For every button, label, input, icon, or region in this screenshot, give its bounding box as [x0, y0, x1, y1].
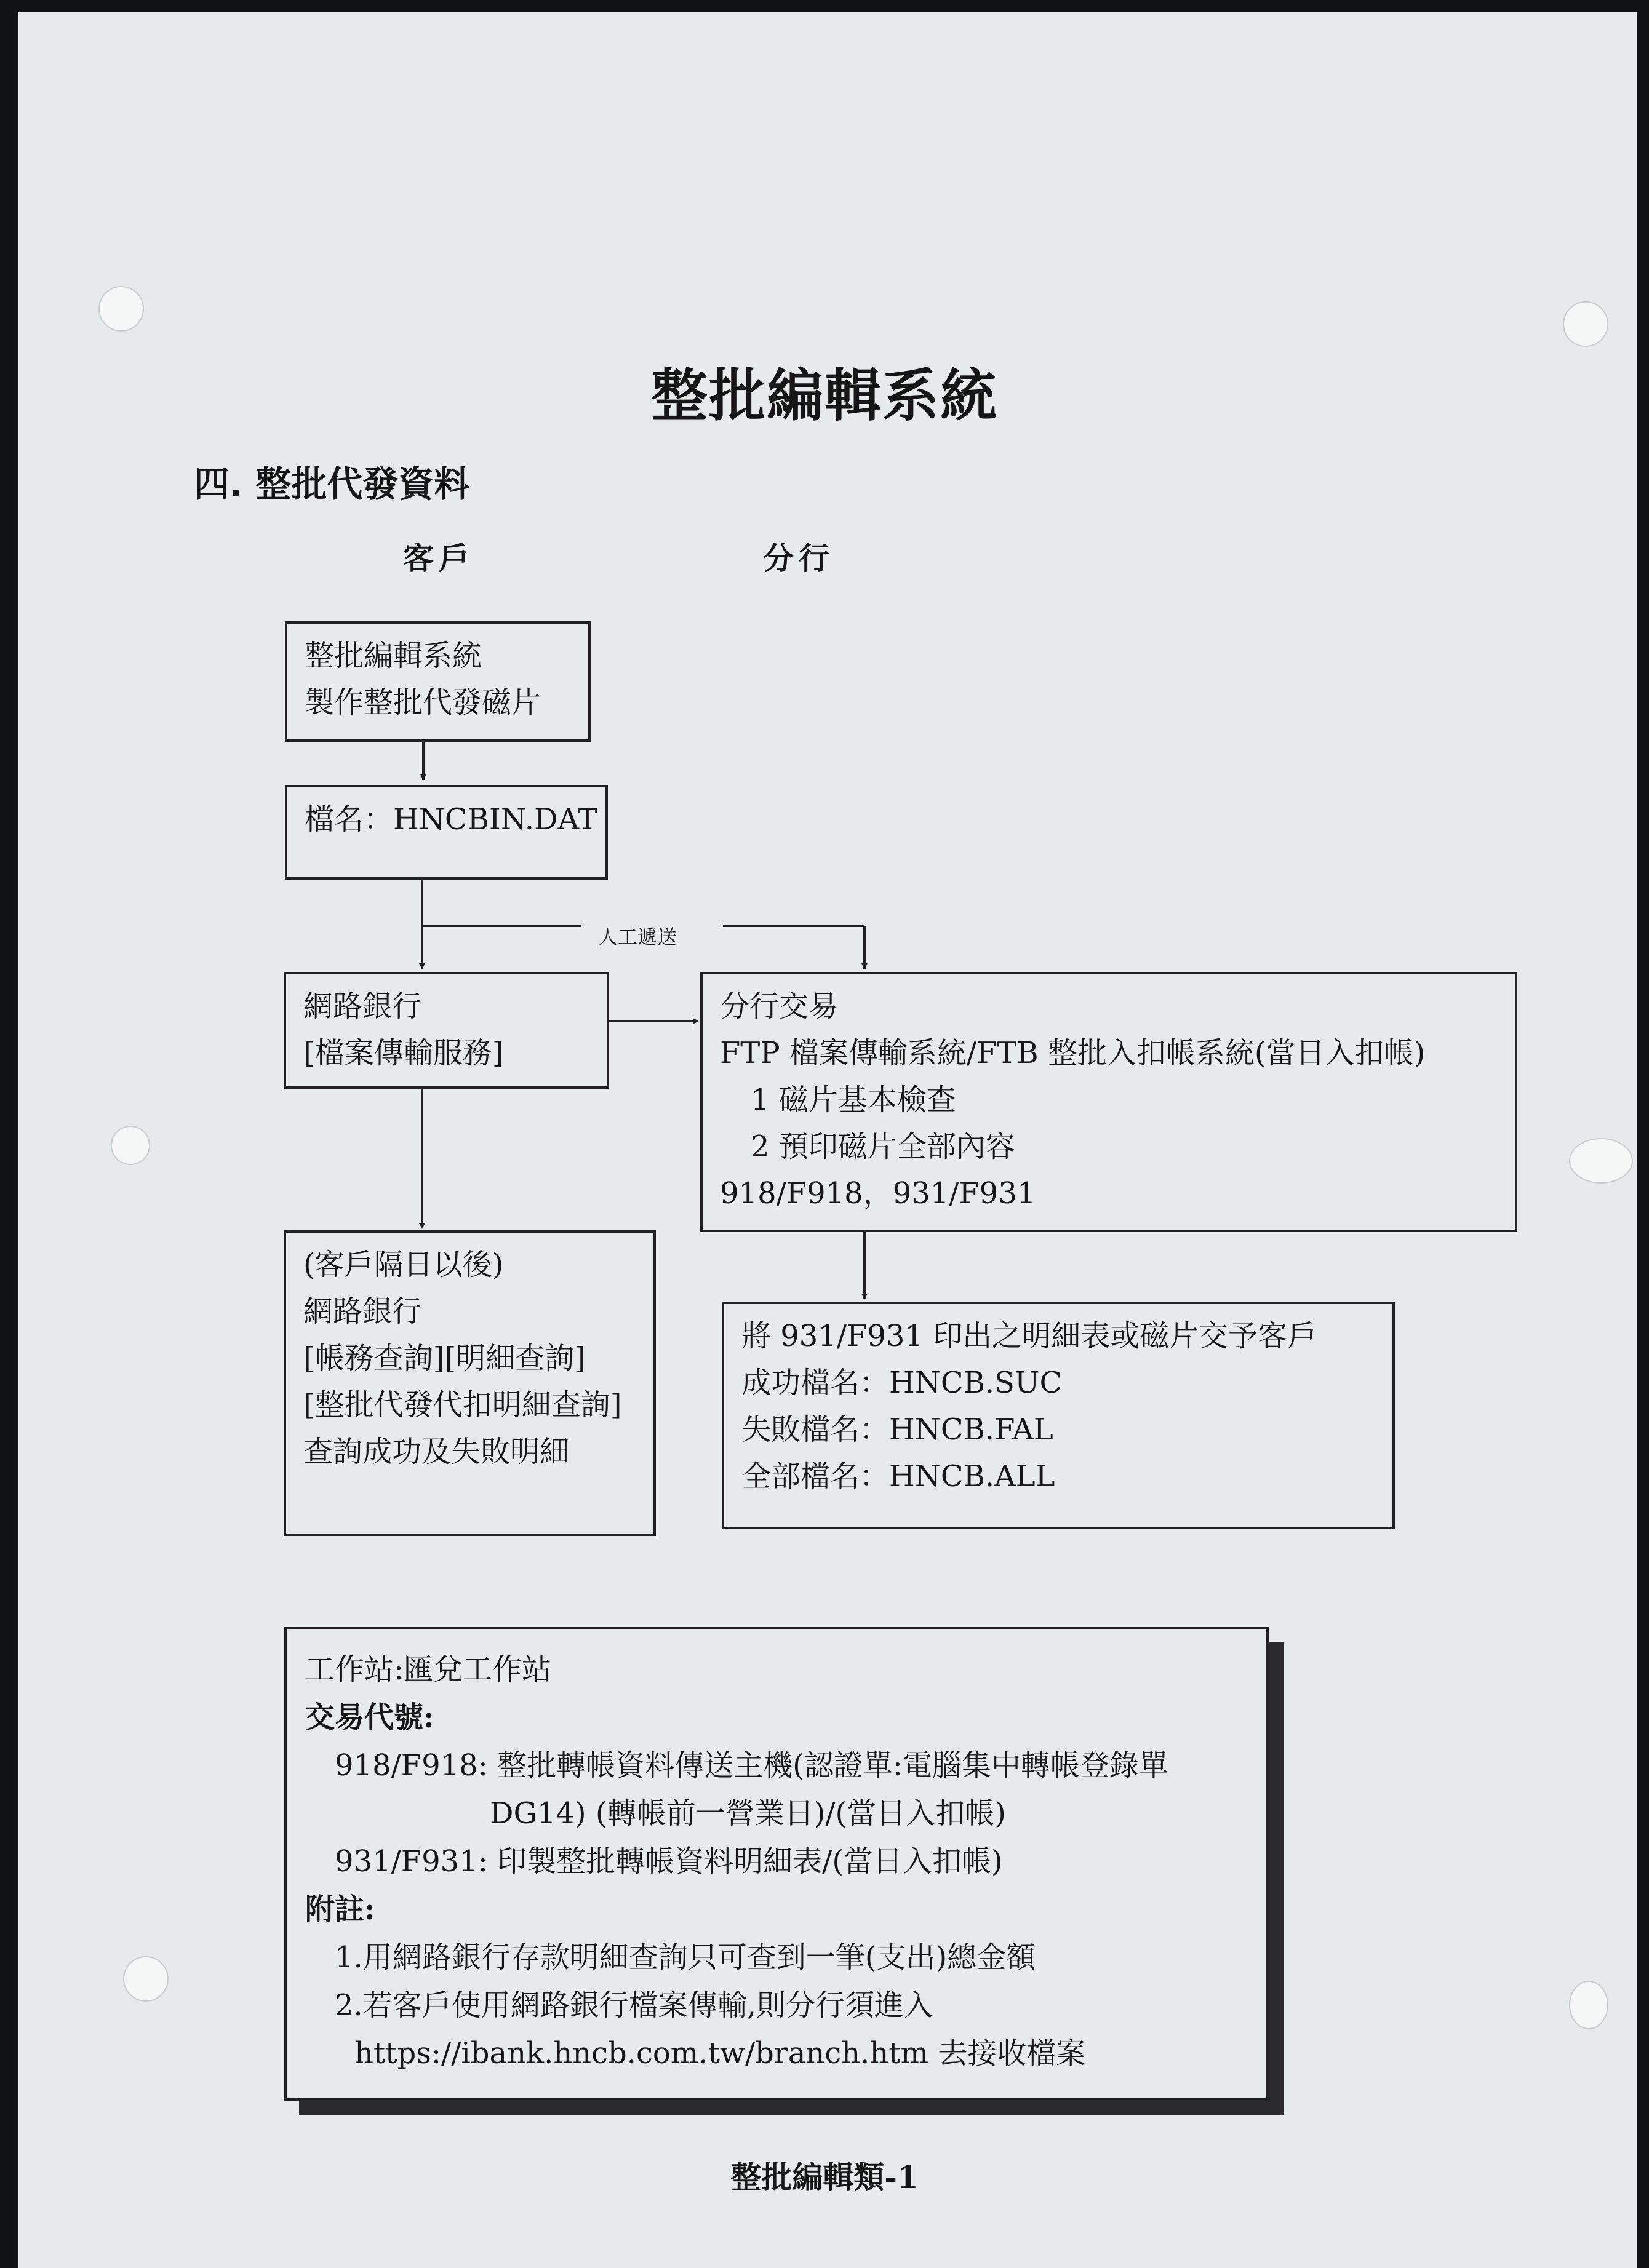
box-line: 將 931/F931 印出之明細表或磁片交予客戶: [741, 1319, 1317, 1353]
box-line: 失敗檔名：HNCB.FAL: [741, 1412, 1053, 1447]
section-heading: 四. 整批代發資料: [194, 463, 470, 505]
box-line: [帳務查詢][明細查詢]: [303, 1341, 586, 1375]
flow-box-branch-transaction: [700, 972, 1517, 1232]
notes-box: [284, 1627, 1269, 2101]
tx-code-label: 交易代號:: [305, 1700, 434, 1735]
box-line: FTP 檔案傳輸系統/FTB 整批入扣帳系統(當日入扣帳): [720, 1036, 1426, 1070]
box-line: 918/F918，931/F931: [720, 1176, 1036, 1211]
flow-box-netbank: [284, 972, 609, 1089]
box-line: 網路銀行: [303, 1294, 422, 1329]
box-line: 查詢成功及失敗明細: [303, 1434, 570, 1469]
box-line: 成功檔名：HNCB.SUC: [741, 1366, 1063, 1400]
flow-box-filename: [285, 785, 608, 880]
tx-931-line: 931/F931: 印製整批轉帳資料明細表/(當日入扣帳): [335, 1844, 1003, 1879]
box-line: 檔名：HNCBIN.DAT: [305, 802, 597, 837]
box-line: 全部檔名：HNCB.ALL: [741, 1459, 1055, 1494]
box-line: 整批編輯系統: [305, 639, 482, 673]
column-header-customer: 客戶: [403, 541, 474, 576]
box-line: 1 磁片基本檢查: [751, 1083, 956, 1117]
box-line: (客戶隔日以後): [303, 1247, 504, 1282]
box-line: 網路銀行: [303, 989, 422, 1024]
box-line: 分行交易: [720, 989, 839, 1024]
box-line: [整批代發代扣明細查詢]: [303, 1388, 622, 1422]
flow-box-deliver-to-customer: [722, 1302, 1395, 1529]
page-footer: 整批編輯類-1: [730, 2159, 919, 2195]
remark-label: 附註:: [305, 1892, 375, 1927]
box-line: [檔案傳輸服務]: [303, 1036, 504, 1070]
workstation-line: 工作站:匯兌工作站: [305, 1652, 552, 1687]
page-title: 整批編輯系統: [650, 363, 998, 429]
remark-1: 1.用網路銀行存款明細查詢只可查到一筆(支出)總金額: [335, 1940, 1036, 1975]
tx-918-line-continued: DG14) (轉帳前一營業日)/(當日入扣帳): [490, 1796, 1006, 1831]
tx-918-line: 918/F918: 整批轉帳資料傳送主機(認證單:電腦集中轉帳登錄單: [335, 1748, 1169, 1783]
box-line: 製作整批代發磁片: [305, 685, 541, 720]
flow-box-next-day-query: [284, 1230, 656, 1536]
manual-delivery-label: 人工遞送: [598, 925, 677, 949]
remark-2: 2.若客戶使用網路銀行檔案傳輸,則分行須進入: [335, 1988, 934, 2023]
box-line: 2 預印磁片全部內容: [751, 1129, 1015, 1164]
column-header-branch: 分行: [763, 541, 834, 576]
remark-3-url: https://ibank.hncb.com.tw/branch.htm 去接收檔案: [354, 2036, 1086, 2071]
flow-box-create-disk: [285, 621, 591, 742]
